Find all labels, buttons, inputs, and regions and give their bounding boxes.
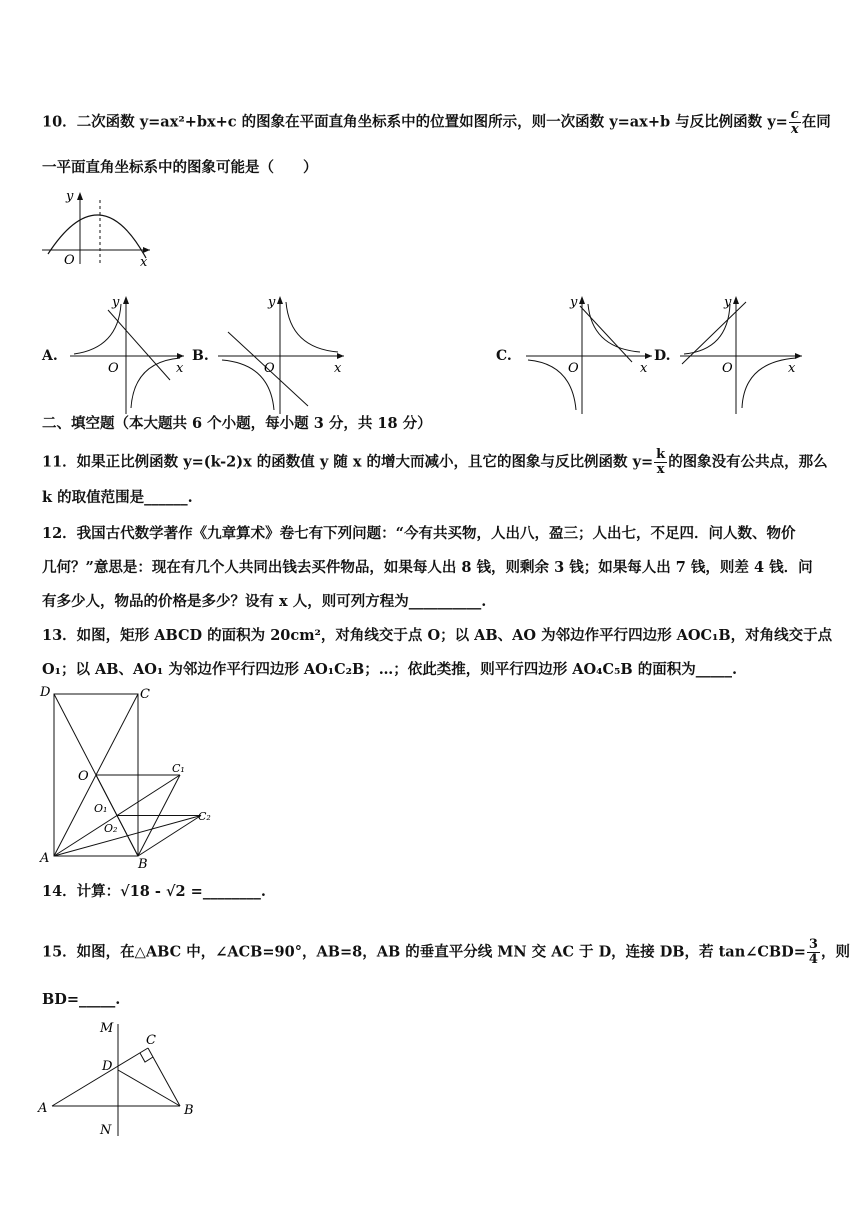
q14-line: 14．计算：√18 - √2 =________. — [42, 883, 266, 900]
q13-line1: 13．如图，矩形 ABCD 的面积为 20cm²，对角线交于点 O；以 AB、AO 为邻边作平行四边形 AOC₁B，对角线交于点 — [42, 627, 833, 644]
q12-line3: 有多少人，物品的价格是多少？设有 x 人，则可列方程为__________. — [42, 593, 487, 610]
q11-line2: k 的取值范围是______. — [42, 489, 193, 506]
q10-option-c-graph[interactable] — [522, 296, 652, 416]
q13-label-c: C — [140, 687, 150, 702]
q10-line2: 一平面直角坐标系中的图象可能是（ ） — [42, 159, 318, 176]
q13-label-o1: O₁ — [94, 802, 108, 815]
q15-fraction — [807, 938, 820, 967]
q10-frac-den: x — [790, 122, 799, 137]
q13-label-b: B — [138, 857, 148, 872]
q11-line1 — [42, 448, 828, 477]
section-heading: 二、填空题（本大题共 6 个小题，每小题 3 分，共 18 分） — [42, 415, 432, 432]
q10-option-a-graph[interactable] — [64, 296, 184, 416]
svg-text:y: y — [112, 295, 120, 310]
svg-text:y: y — [66, 189, 74, 204]
svg-text:x: x — [334, 361, 342, 376]
q10-fraction — [789, 108, 801, 137]
svg-text:O: O — [64, 253, 75, 268]
q15-triangle-figure — [38, 1018, 208, 1148]
svg-text:x: x — [788, 361, 796, 376]
q12-line1: 12．我国古代数学著作《九章算术》卷七有下列问题：“今有共买物，人出八，盈三；人出七，不足四．问人数、物价 — [42, 525, 796, 542]
svg-text:O: O — [264, 361, 275, 376]
svg-text:x: x — [640, 361, 648, 376]
q12-line2: 几何？”意思是：现在有几个人共同出钱去买件物品，如果每人出 8 钱，则剩余 3 钱；如果每人出 7 钱，则差 4 钱．问 — [42, 559, 813, 576]
q15-line1 — [42, 938, 850, 967]
q11-text-b: 的图象没有公共点，那么 — [668, 453, 828, 471]
q15-line2: BD=_____. — [42, 991, 121, 1008]
svg-text:x: x — [140, 255, 148, 270]
q10-number: 10． — [42, 113, 77, 131]
svg-text:y: y — [724, 295, 732, 310]
q13-label-c1: C₁ — [172, 762, 185, 775]
svg-text:O: O — [108, 361, 119, 376]
q13-rectangle-figure — [38, 685, 218, 872]
svg-text:O: O — [568, 361, 579, 376]
q15-label-n: N — [100, 1123, 112, 1138]
q11-frac-den: x — [656, 462, 665, 477]
q10-text-a: 二次函数 y=ax²+bx+c 的图象在平面直角坐标系中的位置如图所示，则一次函数 y=ax+b 与反比例函数 y= — [76, 113, 788, 131]
q15-frac-den: 4 — [808, 952, 818, 967]
q13-label-a: A — [40, 851, 50, 866]
q10-parabola-figure — [38, 188, 158, 268]
q10-text-b: 在同 — [801, 113, 831, 131]
q15-label-m: M — [100, 1021, 114, 1036]
q13-label-c2: C₂ — [198, 810, 211, 823]
svg-text:y: y — [268, 295, 276, 310]
q13-label-o: O — [78, 769, 89, 784]
q15-label-a: A — [38, 1101, 48, 1116]
q10-option-b-graph[interactable] — [214, 296, 344, 416]
q11-text-a: 11．如果正比例函数 y=(k-2)x 的函数值 y 随 x 的增大而减小，且它的图象与反比例函数 y= — [42, 453, 654, 471]
q15-frac-num: 3 — [808, 937, 818, 952]
svg-text:y: y — [570, 295, 578, 310]
q10-option-d-label[interactable]: D. — [654, 348, 671, 364]
q10-option-a-label[interactable]: A. — [42, 348, 58, 364]
q13-label-d: D — [40, 685, 51, 700]
q10-option-c-label[interactable]: C. — [496, 348, 512, 364]
q13-label-o2: O₂ — [104, 822, 118, 835]
q15-label-c: C — [146, 1033, 156, 1048]
q15-text-b: ，则 — [820, 943, 850, 961]
q10-option-d-graph[interactable] — [676, 296, 806, 416]
q13-line2: O₁；以 AB、AO₁ 为邻边作平行四边形 AO₁C₂B；…；依此类推，则平行四边形 AO₄C₅B 的面积为_____. — [42, 661, 738, 678]
q11-frac-num: k — [656, 447, 666, 462]
q15-label-b: B — [184, 1103, 194, 1118]
q10-option-b-label[interactable]: B. — [192, 348, 209, 364]
q15-text-a: 15．如图，在△ABC 中，∠ACB=90°，AB=8，AB 的垂直平分线 MN 交 AC 于 D，连接 DB，若 tan∠CBD= — [42, 943, 806, 961]
q10-line1 — [42, 108, 831, 137]
q11-fraction — [654, 448, 667, 477]
svg-text:O: O — [722, 361, 733, 376]
svg-text:x: x — [176, 361, 184, 376]
q15-label-d: D — [102, 1059, 113, 1074]
q10-frac-num: c — [790, 107, 799, 122]
